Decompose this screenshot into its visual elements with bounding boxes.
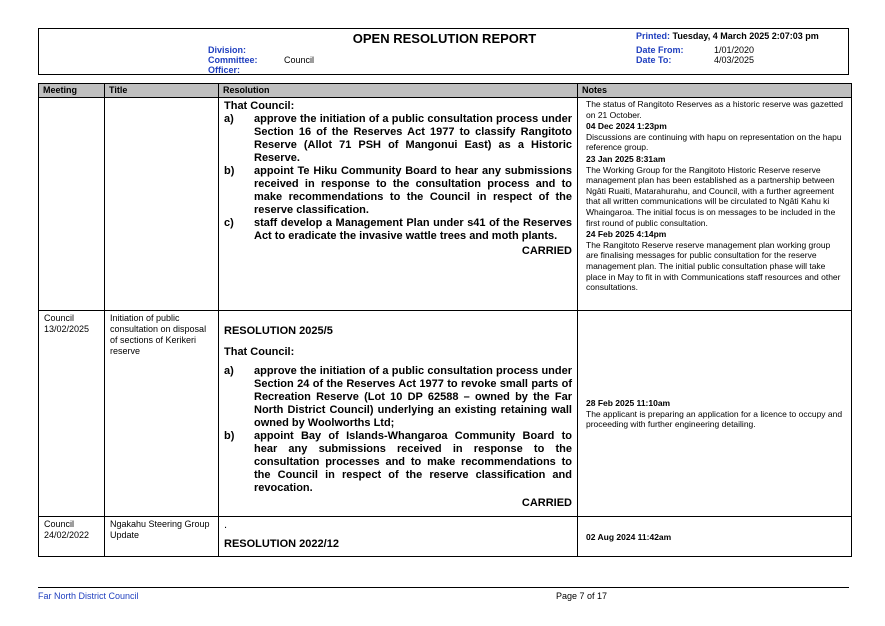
col-header-title: Title: [105, 84, 219, 98]
meeting-cell: [39, 98, 105, 311]
meeting-cell: Council 13/02/2025: [39, 311, 105, 517]
table-row: [39, 517, 852, 557]
meeting-cell: Council 24/02/2022: [39, 517, 105, 557]
item-letter: b): [224, 165, 235, 177]
officer-label: Officer:: [208, 65, 241, 75]
item-text: appoint Bay of Islands-Whangaroa Community Board to hear any submissions received in response to the consultation processes and to make recommendations to the Council in respect of the reserve classification and revocation.: [254, 430, 572, 494]
note-date: 28 Feb 2025 11:10am: [586, 398, 671, 409]
footer-org: Far North District Council: [38, 591, 139, 601]
committee-label: Committee:: [208, 55, 258, 65]
date-to-value: 4/03/2025: [714, 55, 755, 65]
dot-marker: .: [224, 519, 228, 531]
resolution-number: RESOLUTION 2022/12: [224, 538, 339, 550]
title-cell: Initiation of public consultation on disposal of sections of Kerikeri reserve: [105, 311, 219, 517]
date-from-label: Date From:: [636, 45, 684, 55]
table-header-row: [39, 84, 852, 98]
resolution-cell: [219, 98, 578, 311]
note-text: The Working Group for the Rangitoto Historic Reserve reserve management plan has been established as a partnership between Ngāti Ruaiti, Matarahurahu, and Council, with a further agreement that all written communications will be circulated to Ngāti Kahu ki Whaingaroa. The initial focus is on messages to be included in the first round of public consultation.: [586, 164, 836, 228]
report-title: OPEN RESOLUTION REPORT: [352, 31, 537, 46]
division-label: Division:: [208, 45, 247, 55]
carried-label: CARRIED: [521, 245, 572, 257]
notes-cell: [578, 517, 852, 557]
resolution-cell: [219, 311, 578, 517]
col-header-resolution: Resolution: [219, 84, 578, 98]
col-header-notes: Notes: [578, 84, 852, 98]
footer-divider: [38, 587, 849, 588]
table-row: [39, 311, 852, 517]
resolution-item: [224, 165, 572, 217]
footer-page-number: Page 7 of 17: [556, 591, 608, 601]
item-text: staff develop a Management Plan under s41 of the Reserves Act to eradicate the invasive wattle trees and moth plants.: [254, 217, 572, 242]
note-text: The applicant is preparing an application for a licence to occupy and proceeding with further engineering detailing.: [586, 408, 843, 430]
col-header-meeting: Meeting: [39, 84, 105, 98]
notes-cell: [578, 98, 852, 311]
resolution-item: [224, 365, 572, 430]
date-to-label: Date To:: [636, 55, 672, 65]
note-text: The status of Rangitoto Reserves as a historic reserve was gazetted on 21 October.: [586, 99, 844, 120]
item-letter: a): [224, 113, 234, 125]
that-council: That Council:: [224, 346, 295, 358]
that-council: That Council:: [224, 100, 295, 112]
resolution-item: [224, 217, 572, 243]
note-date: 02 Aug 2024 11:42am: [586, 531, 672, 542]
note-text: The Rangitoto Reserve reserve management plan working group are finalising messages for public consultation for the reserve management plan. The initial public consultation phase will take place in May to fit in with Communications staff resources and other consultations.: [586, 239, 841, 293]
item-text: approve the initiation of a public consultation process under Section 16 of the Reserves Act 1977 to classify Rangitoto Reserve (Allot 71 PSH of Mangonui East) as a Historic Reserve.: [254, 113, 572, 164]
title-cell: [105, 98, 219, 311]
note-text: Discussions are continuing with hapu on representation on the hapu reference group.: [586, 131, 842, 153]
carried-label: CARRIED: [521, 497, 572, 509]
resolution-cell: [219, 517, 578, 557]
item-letter: b): [224, 430, 235, 442]
item-letter: a): [224, 365, 234, 377]
notes-cell: [578, 311, 852, 517]
report-header: [38, 28, 849, 75]
item-text: appoint Te Hiku Community Board to hear any submissions received in response to the consultation process and to make recommendations to the Council in respect of the reserve classification.: [254, 165, 572, 216]
resolution-table: [38, 83, 852, 557]
table-row: [39, 98, 852, 311]
resolution-item: [224, 113, 572, 165]
item-text: approve the initiation of a public consultation process under Section 24 of the Reserves Act 1977 to revoke small parts of Recreation Reserve (Lot 10 DP 62588 – owned by the Far North District Council) underlying an existing retaining wall owned by Woolworths Ltd;: [254, 365, 572, 429]
printed-info: [636, 31, 819, 41]
note-date: 04 Dec 2024 1:23pm: [586, 121, 667, 132]
item-letter: c): [224, 217, 234, 229]
printed-label: Printed:: [636, 31, 671, 41]
note-date: 24 Feb 2025 4:14pm: [586, 229, 667, 240]
date-from-value: 1/01/2020: [714, 45, 755, 55]
title-cell: Ngakahu Steering Group Update: [105, 517, 219, 557]
committee-value: Council: [284, 55, 315, 65]
note-date: 23 Jan 2025 8:31am: [586, 153, 666, 164]
resolution-item: [224, 430, 572, 495]
printed-value: Tuesday, 4 March 2025 2:07:03 pm: [672, 31, 819, 41]
resolution-number: RESOLUTION 2025/5: [224, 325, 333, 337]
